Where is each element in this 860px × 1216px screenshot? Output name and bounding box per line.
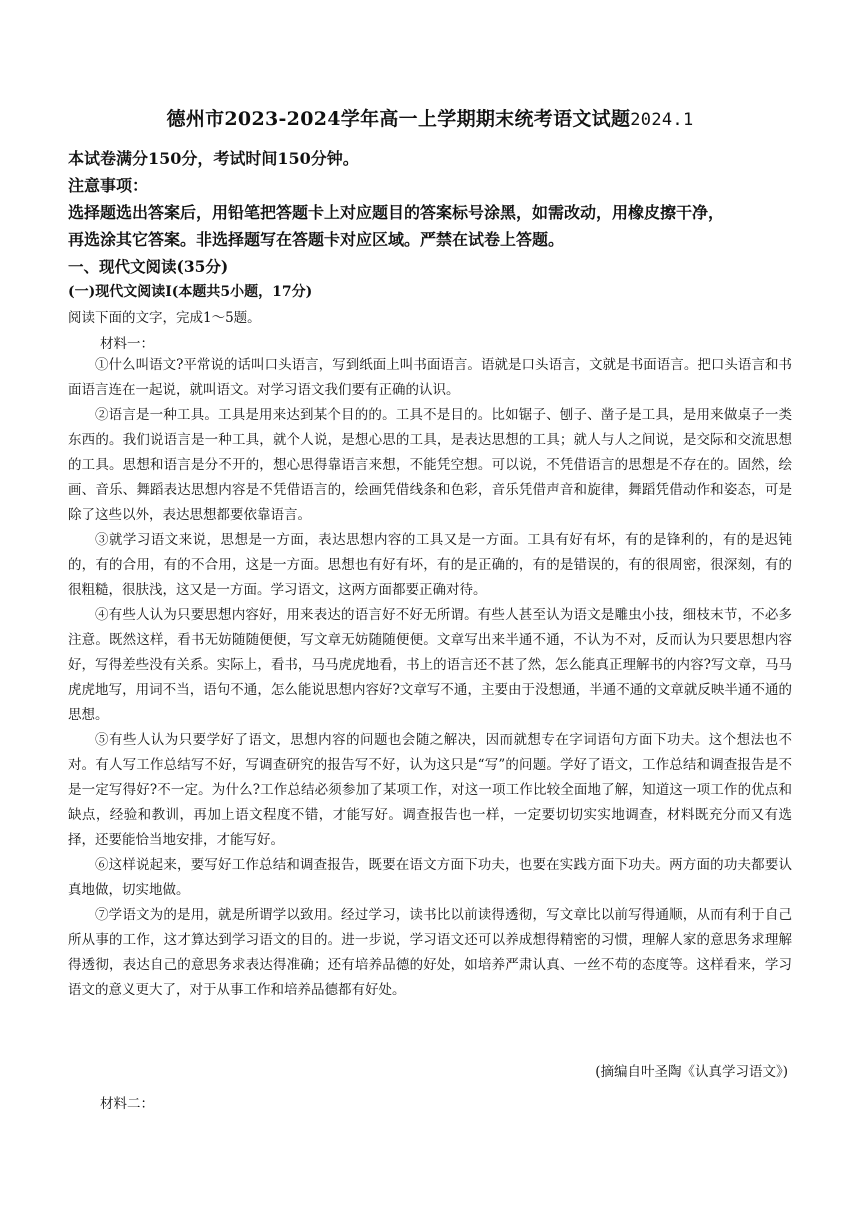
exam-title	[0, 104, 860, 131]
material-one-body	[68, 353, 792, 1003]
paragraph: ④有些人认为只要思想内容好，用来表达的语言好不好无所谓。有些人甚至认为语文是雕虫小技，细枝末节，不必多注意。既然这样，看书无妨随随便便，写文章无妨随随便便。文章写出来半通不通，不认为不对，反而认为只要思想内容好，写得差些没有关系。实际上，看书，马马虎虎地看，书上的语言还不甚了然，怎么能真正理解书的内容?写文章，马马虎虎地写，用词不当，语句不通，怎么能说思想内容好?文章写不通，主要由于没想通，半通不通的文章就反映半通不通的思想。	[68, 607, 792, 723]
notice-line-1: 选择题选出答案后，用铅笔把答题卡上对应题目的答案标号涂黑，如需改动，用橡皮擦干净，	[68, 203, 725, 222]
paragraph: ③就学习语文来说，思想是一方面，表达思想内容的工具又是一方面。工具有好有坏，有的是锋利的，有的是迟钝的，有的合用，有的不合用，这是一方面。思想也有好有坏，有的是正确的，有的是错误的，有的很周密，很深刻，有的很粗糙，很肤浅，这又是一方面。学习语文，这两方面都要正确对待。	[68, 532, 792, 598]
source-citation: (摘编自叶圣陶《认真学习语文》)	[595, 1064, 788, 1080]
material-two-label: 材料二：	[100, 1096, 154, 1112]
exam-date: 2024.1	[630, 110, 694, 130]
paragraph: ⑤有些人认为只要学好了语文，思想内容的问题也会随之解决，因而就想专在字词语句方面下功夫。这个想法也不对。有人写工作总结写不好，写调查研究的报告写不好，认为这只是“写”的问题。学好了语文，工作总结和调查报告是不是一定写得好?不一定。为什么?工作总结必须参加了某项工作，对这一项工作比较全面地了解，知道这一项工作的优点和缺点，经验和教训，再加上语文程度不错，才能写好。调查报告也一样，一定要切切实实地调查，材料既充分而又有选择，还要能恰当地安排，才能写好。	[68, 732, 792, 848]
paragraph: ⑥这样说起来，要写好工作总结和调查报告，既要在语文方面下功夫，也要在实践方面下功夫。两方面的功夫都要认真地做，切实地做。	[68, 857, 792, 898]
notice-line-2: 再选涂其它答案。非选择题写在答题卡对应区域。严禁在试卷上答题。	[68, 230, 565, 249]
paragraph: ⑦学语文为的是用，就是所谓学以致用。经过学习，读书比以前读得透彻，写文章比以前写得通顺，从而有利于自己所从事的工作，这才算达到学习语文的目的。进一步说，学习语文还可以养成想得精密的习惯，理解人家的意思务求理解得透彻，表达自己的意思务求表达得准确；还有培养品德的好处，如培养严肃认真、一丝不苟的态度等。这样看来，学习语文的意义更大了，对于从事工作和培养品德都有好处。	[68, 907, 792, 998]
notice-heading: 注意事项：	[68, 176, 149, 195]
paragraph: ①什么叫语文?平常说的话叫口头语言，写到纸面上叫书面语言。语就是口头语言，文就是书面语言。把口头语言和书面语言连在一起说，就叫语文。对学习语文我们要有正确的认识。	[68, 357, 792, 398]
reading-instruction: 阅读下面的文字，完成1～5题。	[68, 310, 261, 326]
paragraph: ②语言是一种工具。工具是用来达到某个目的的。工具不是目的。比如锯子、刨子、凿子是工具，是用来做桌子一类东西的。我们说语言是一种工具，就个人说，是想心思的工具，是表达思想的工具；就人与人之间说，是交际和交流思想的工具。思想和语言是分不开的，想心思得靠语言来想，不能凭空想。可以说，不凭借语言的思想是不存在的。固然，绘画、音乐、舞蹈表达思想内容是不凭借语言的，绘画凭借线条和色彩，音乐凭借声音和旋律，舞蹈凭借动作和姿态，可是除了这些以外，表达思想都要依靠语言。	[68, 407, 792, 523]
title-text: 德州市2023-2024学年高一上学期期末统考语文试题	[166, 108, 631, 130]
material-one-label: 材料一：	[100, 336, 154, 352]
score-line: 本试卷满分150分，考试时间150分钟。	[68, 149, 359, 168]
section-heading: 一、现代文阅读(35分)	[68, 257, 229, 276]
sub-section-heading: (一)现代文阅读Ⅰ(本题共5小题，17分)	[68, 284, 313, 300]
